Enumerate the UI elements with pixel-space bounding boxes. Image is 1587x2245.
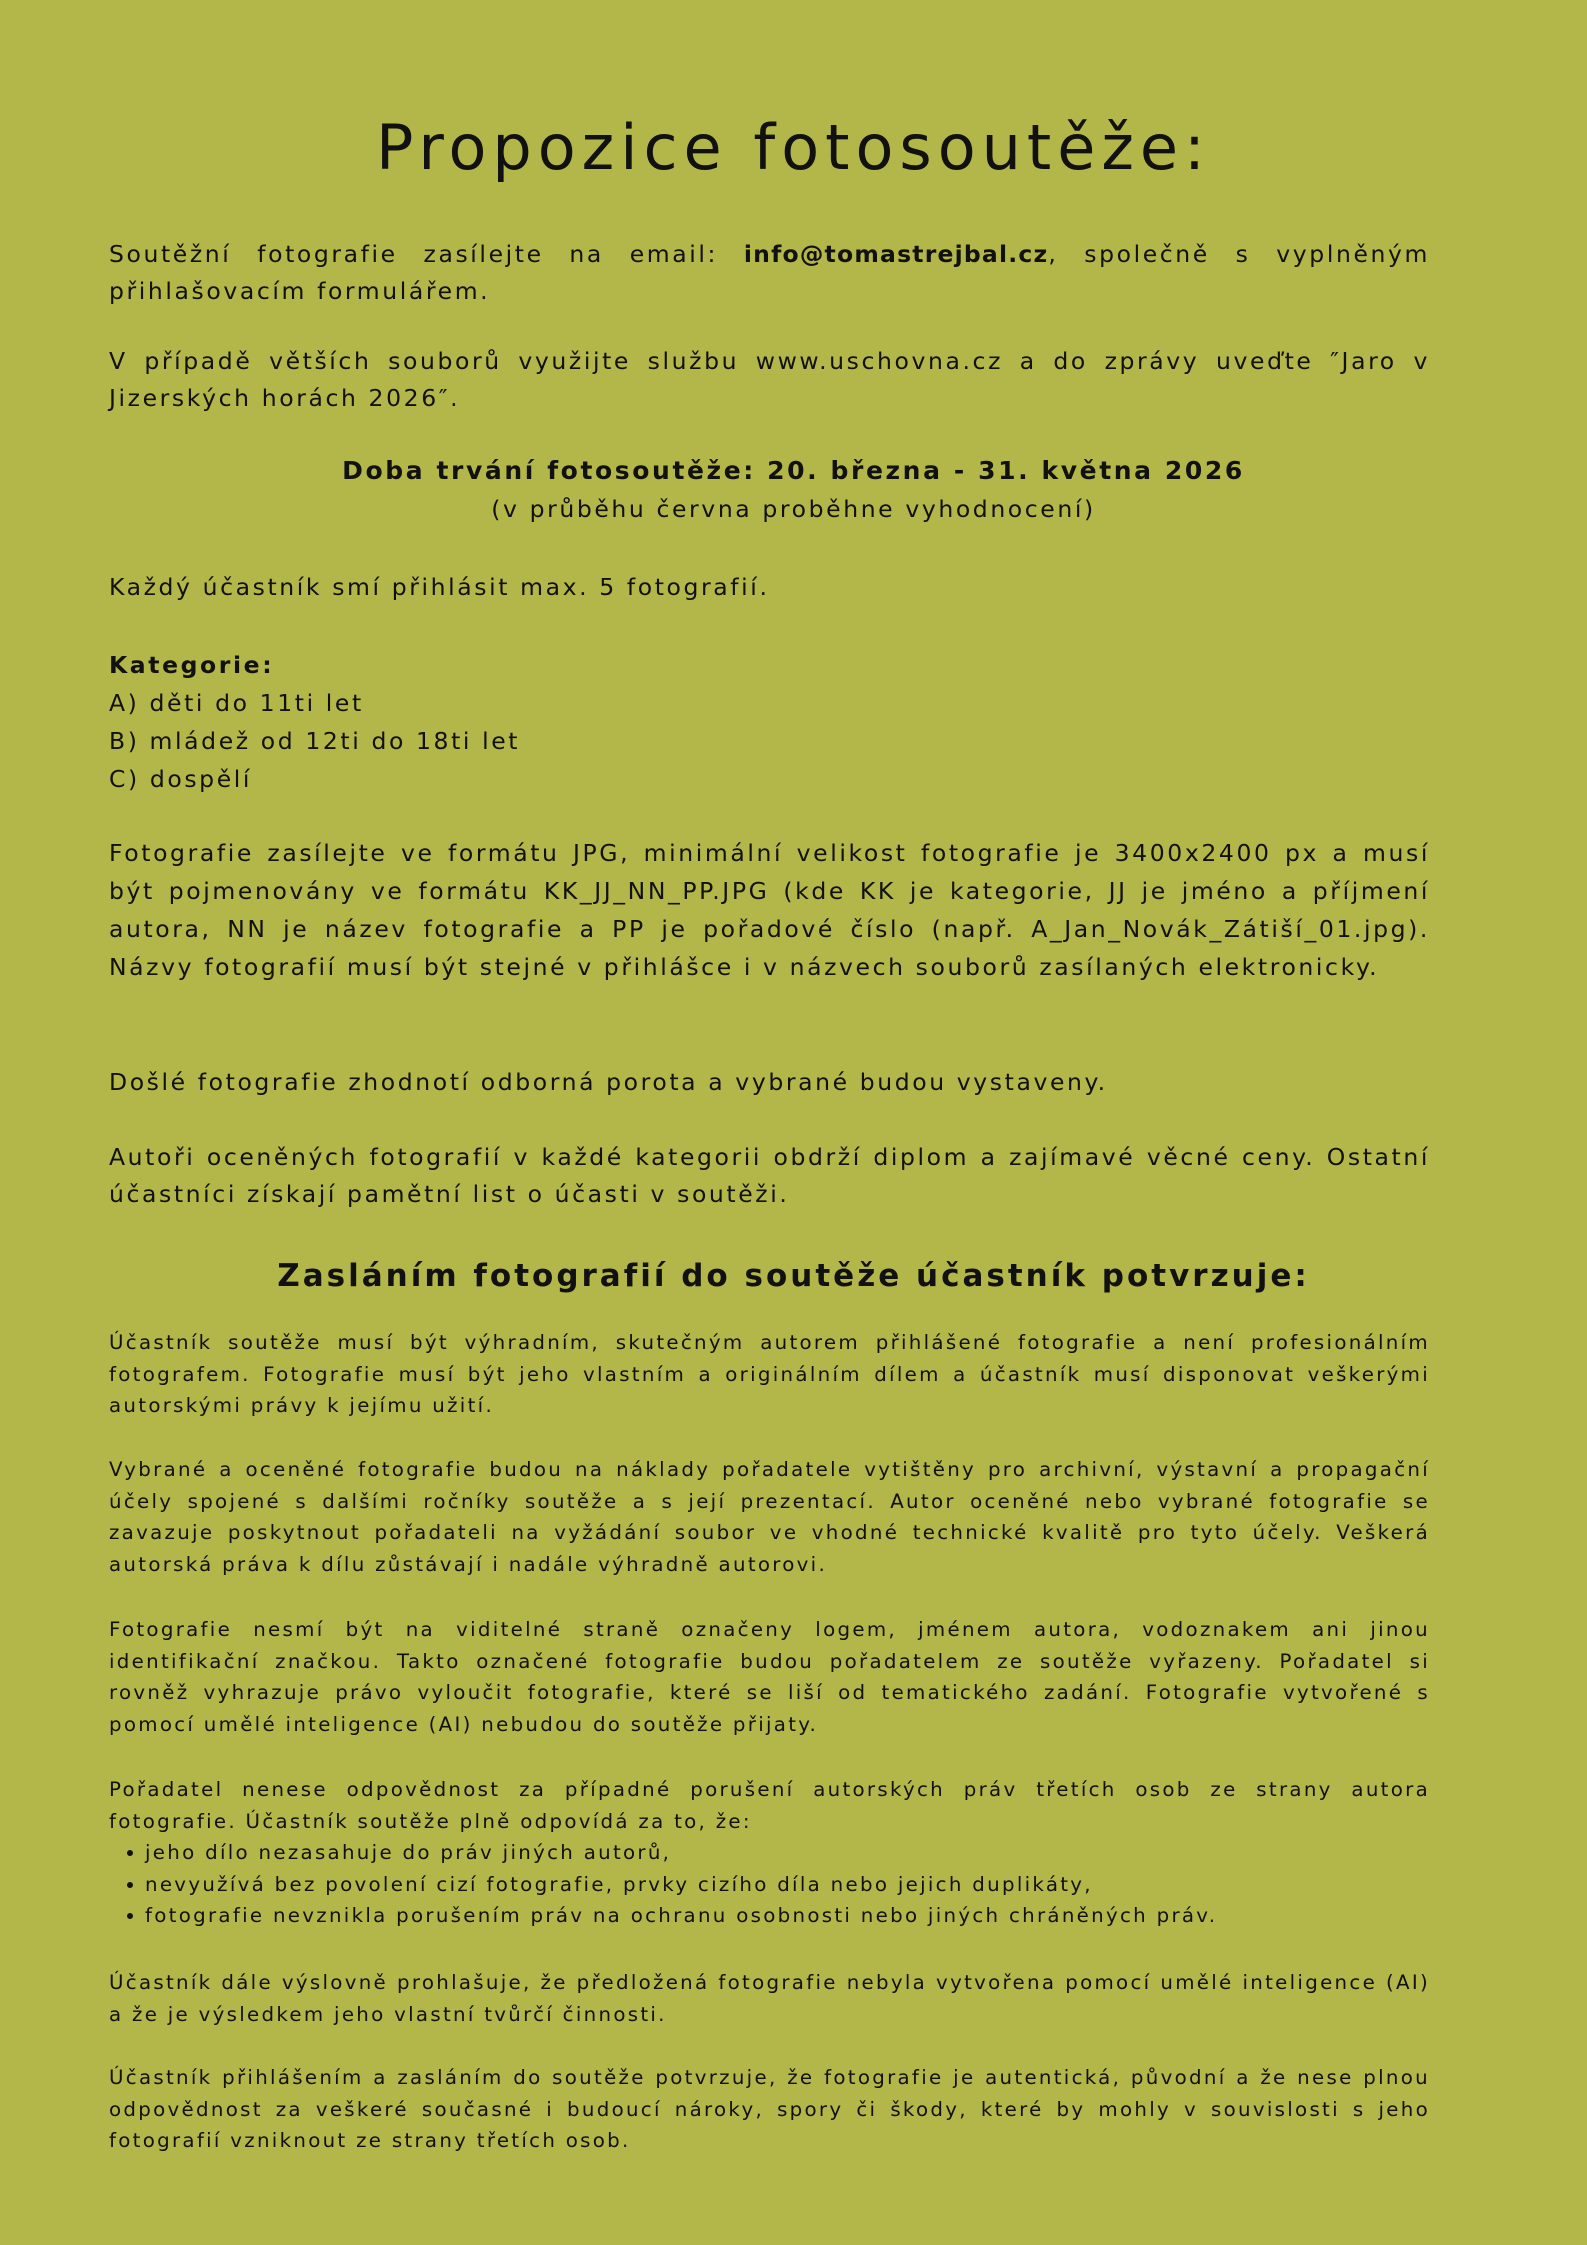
contact-email-link[interactable]: info@tomastrejbal.cz — [743, 240, 1049, 268]
marking-rules-paragraph: Fotografie nesmí být na viditelné straně označeny logem, jménem autora, vodoznakem ani jinou identifikační značkou. Takto označené fotografie budou pořadatelem ze soutěže vyřazeny. Pořadatel si rovněž vyhrazuje právo vyloučit fotografie, které se liší od tematického zadání. Fotografie vytvořené s pomocí umělé inteligence (AI) nebudou do soutěže přijaty. — [109, 1618, 1430, 1736]
authorship-paragraph: Účastník soutěže musí být výhradním, skutečným autorem přihlášené fotografie a není profesionálním fotografem. Fotografie musí být jeho vlastním a originálním dílem a účastník musí disponovat veškerými autorskými právy k jejímu užití. — [109, 1331, 1430, 1418]
list-item — [127, 1900, 1430, 1932]
category-item-c: C) dospělí — [109, 765, 253, 793]
intro-upload-paragraph: V případě větších souborů využijte službu www.uschovna.cz a do zprávy uveďte ″Jaro v Jizerských horách 2026″. — [109, 347, 1430, 412]
list-item — [127, 1869, 1430, 1901]
list-item — [127, 1837, 1430, 1869]
category-item-a: A) děti do 11ti let — [109, 689, 364, 717]
bullet-icon — [127, 1913, 133, 1919]
liability-section — [109, 1774, 1430, 1932]
usage-rights-paragraph: Vybrané a oceněné fotografie budou na náklady pořadatele vytištěny pro archivní, výstavní a propagační účely spojené s dalšími ročníky soutěže a s její prezentací. Autor oceněné nebo vybrané fotografie se zavazuje poskytnout pořadateli na vyžádání soubor ve vhodné technické kvalitě pro tyto účely. Veškerá autorská práva k dílu zůstávají i nadále výhradně autorovi. — [109, 1458, 1430, 1576]
liability-paragraph: Pořadatel nenese odpovědnost za případné porušení autorských práv třetích osob ze strany autora fotografie. Účastník soutěže plně odpovídá za to, že: — [109, 1778, 1430, 1833]
category-item-b: B) mládež od 12ti do 18ti let — [109, 727, 521, 755]
jury-paragraph: Došlé fotografie zhodnotí odborná porota a vybrané budou vystaveny. — [109, 1068, 1108, 1096]
prizes-paragraph: Autoři oceněných fotografií v každé kategorii obdrží diplom a zajímavé věcné ceny. Ostatní účastníci získají pamětní list o účasti v soutěži. — [109, 1143, 1430, 1208]
list-item-text: jeho dílo nezasahuje do práv jiných autorů, — [145, 1841, 672, 1865]
file-format-paragraph: Fotografie zasílejte ve formátu JPG, minimální velikost fotografie je 3400x2400 px a musí být pojmenovány ve formátu KK_JJ_NN_PP.JPG (kde KK je kategorie, JJ je jméno a příjmení autora, NN je název fotografie a PP je pořadové číslo (např. A_Jan_Novák_Zátiší_01.jpg). Názvy fotografií musí být stejné v přihlášce i v názvech souborů zasílaných elektronicky. — [109, 839, 1430, 981]
confirmation-heading: Zasláním fotografií do soutěže účastník potvrzuje: — [277, 1258, 1310, 1294]
bullet-icon — [127, 1850, 133, 1856]
categories-section — [109, 646, 1430, 798]
intro-text-before: Soutěžní fotografie zasílejte na email: — [109, 240, 744, 268]
page-title: Propozice fotosoutěže: — [376, 111, 1211, 184]
authenticity-paragraph: Účastník přihlášením a zasláním do soutěže potvrzuje, že fotografie je autentická, původní a že nese plnou odpovědnost za veškeré současné i budoucí nároky, spory či škody, které by mohly v souvislosti s jeho fotografií vzniknout ze strany třetích osob. — [109, 2066, 1430, 2153]
intro-email-paragraph — [109, 236, 1430, 309]
list-item-text: nevyužívá bez povolení cizí fotografie, prvky cizího díla nebo jejich duplikáty, — [145, 1872, 1093, 1896]
duration-heading: Doba trvání fotosoutěže: 20. března - 31. května 2026 — [342, 456, 1245, 485]
categories-heading: Kategorie: — [109, 651, 275, 679]
duration-note: (v průběhu června proběhne vyhodnocení) — [491, 495, 1096, 523]
photo-limit-text: Každý účastník smí přihlásit max. 5 fotografií. — [109, 573, 770, 601]
ai-declaration-paragraph: Účastník dále výslovně prohlašuje, že předložená fotografie nebyla vytvořena pomocí umělé inteligence (AI) a že je výsledkem jeho vlastní tvůrčí činnosti. — [109, 1971, 1430, 2026]
intro-text-after: , společně s vyplněným přihlašovacím formulářem. — [109, 240, 1430, 305]
list-item-text: fotografie nevznikla porušením práv na ochranu osobnosti nebo jiných chráněných práv. — [145, 1904, 1218, 1928]
bullet-icon — [127, 1882, 133, 1888]
liability-list — [109, 1837, 1430, 1932]
